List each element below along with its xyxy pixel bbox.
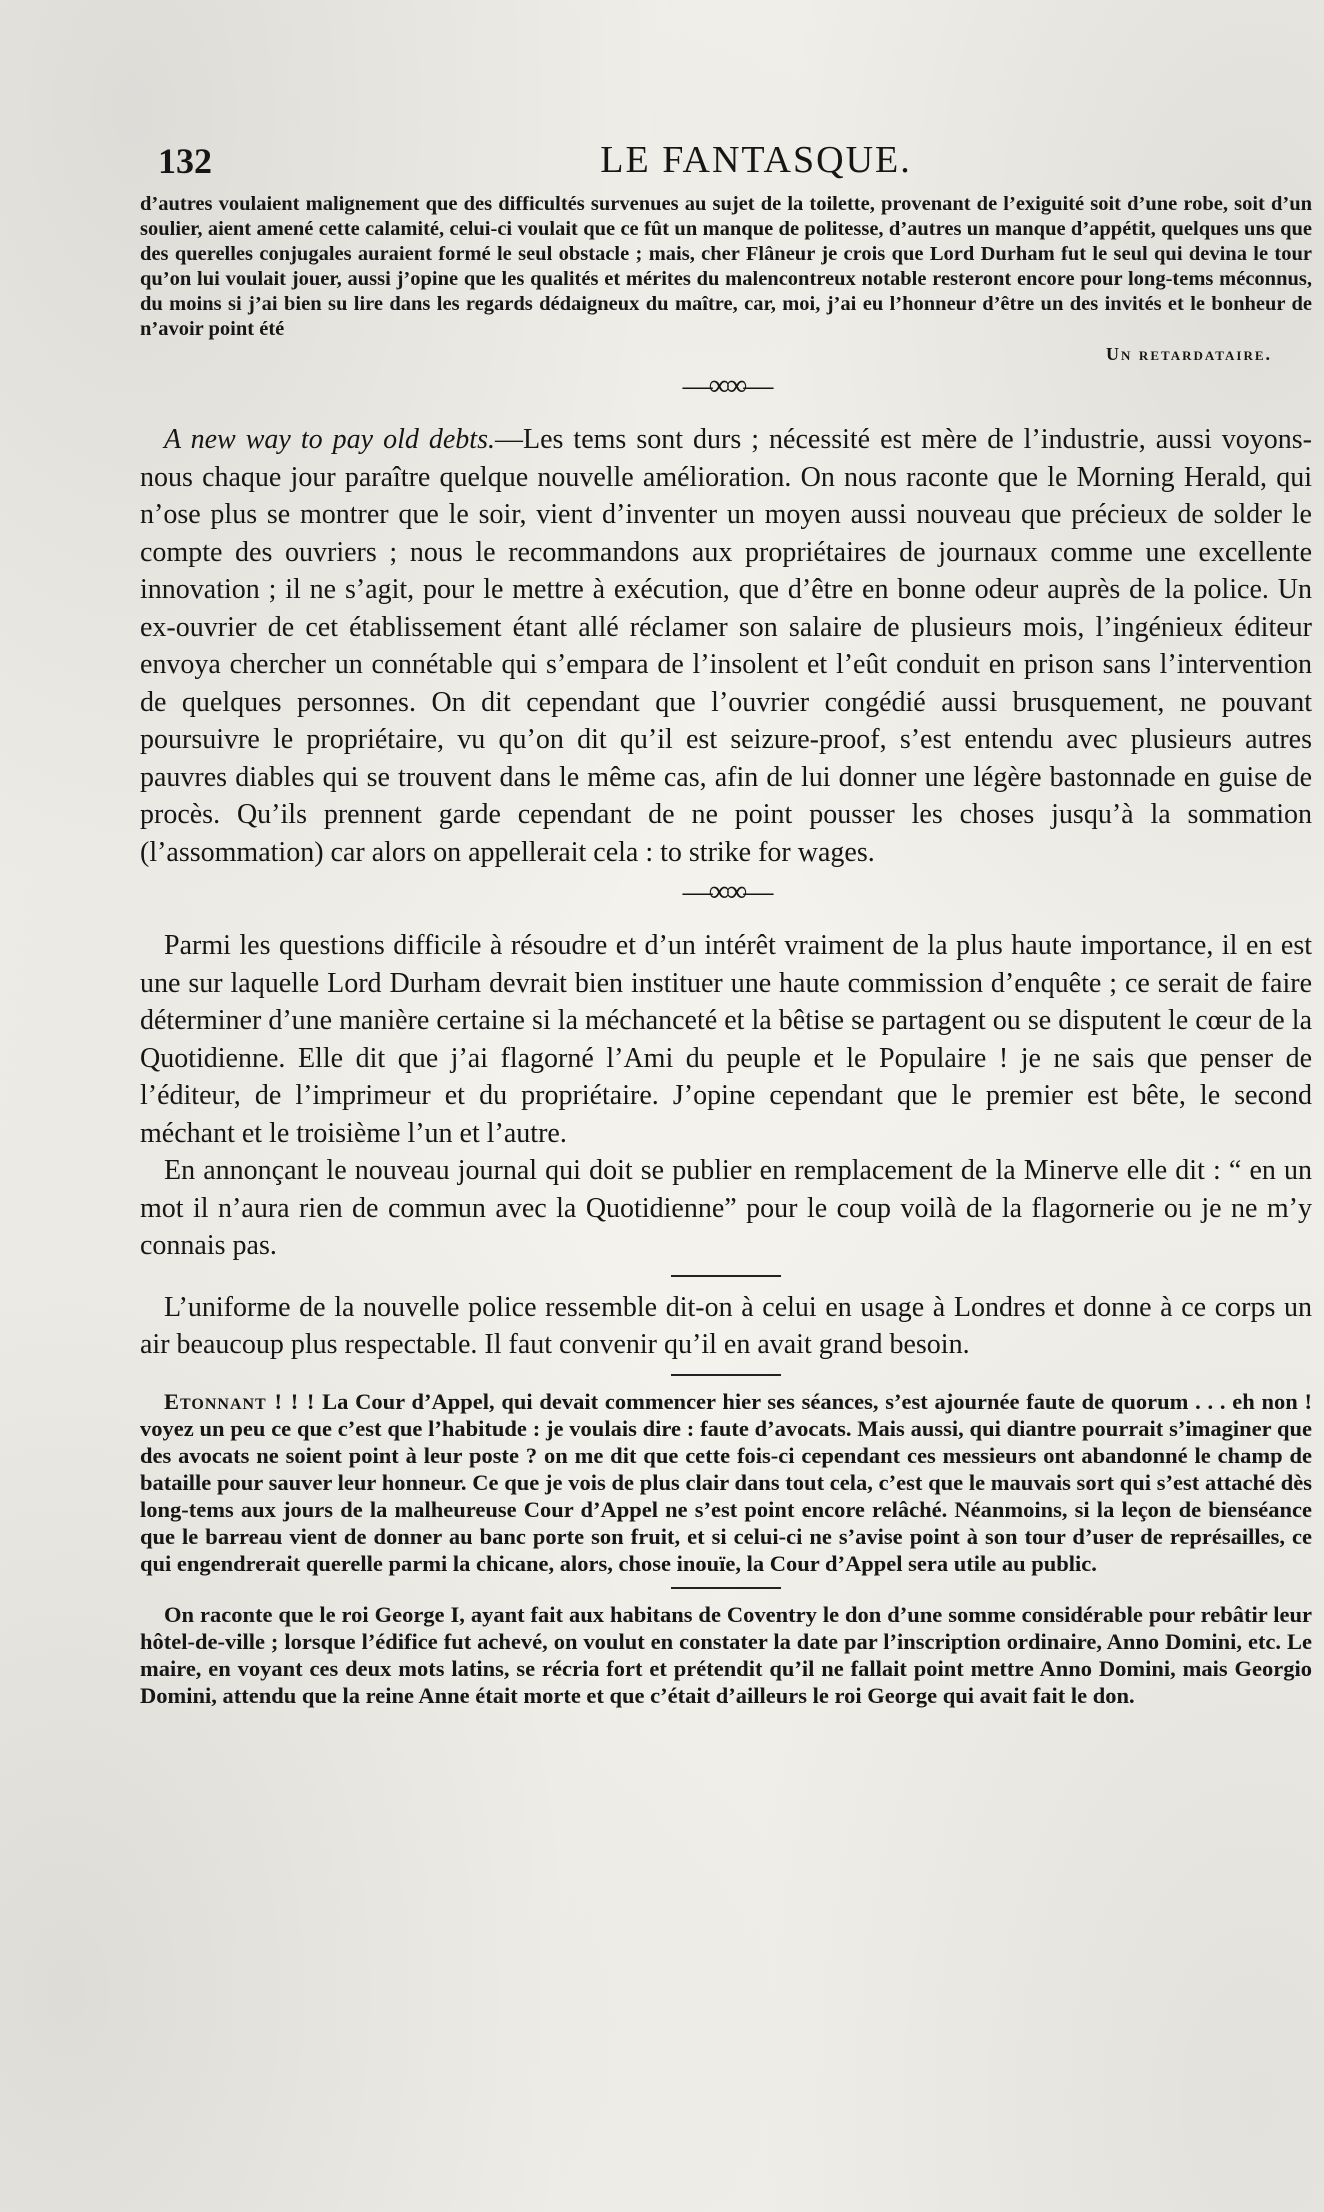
article-retardataire-signature: Un retardataire. xyxy=(1106,344,1272,364)
page-header xyxy=(140,130,1312,192)
divider-rule xyxy=(671,1374,781,1376)
page-number: 132 xyxy=(158,141,212,181)
divider-rule xyxy=(671,1587,781,1589)
article-cour-appel-lead: Etonnant ! ! ! xyxy=(164,1388,316,1414)
article-cour-appel xyxy=(140,1388,1312,1577)
article-old-debts-lead: A new way to pay old debts. xyxy=(164,424,495,455)
article-george-coventry: On raconte que le roi George I, ayant fait aux habitans de Coventry le don d’une somme considérable pour rebâtir leur hôtel-de-ville ; lorsque l’édifice fut achevé, on voulut en constater la date par l’inscription ordinaire, Anno Domini, etc. Le maire, en voyant ces deux mots latins, se récria fort et prétendit qu’il ne fallait point mettre Anno Domini, mais Georgio Domini, attendu que la reine Anne était morte et que c’était d’ailleurs le roi George qui avait fait le don. xyxy=(140,1601,1312,1708)
running-title: LE FANTASQUE. xyxy=(600,139,912,181)
article-old-debts-text: —Les tems sont durs ; nécessité est mère de l’industrie, aussi voyons-nous chaque jour paraître quelque nouvelle amélioration. On nous raconte que le Morning Herald, qui n’ose plus se montrer que le soir, vient d’inventer un moyen aussi nouveau que précieux de solder le compte des ouvriers ; nous le recommandons aux propriétaires de journaux comme une excellente innovation ; il ne s’agit, pour le mettre à exécution, que d’être en bonne odeur auprès de la police. Un ex-ouvrier de cet établissement étant allé réclamer son salaire de plusieurs mois, l’ingénieux éditeur envoya chercher un connétable qui s’empara de l’insolent et l’eût conduit en prison sans l’intervention de quelques personnes. On dit cependant que l’ouvrier congédié aussi brusquement, ne pouvant poursuivre le propriétaire, vu qu’on dit qu’il est seizure-proof, s’est entendu avec plusieurs autres pauvres diables qui se trouvent dans le même cas, afin de lui donner une légère bastonnade en guise de procès. Qu’ils prennent garde cependant de ne point pousser les choses jusqu’à la sommation (l’assommation) car alors on appellerait cela : to strike for wages. xyxy=(140,424,1312,868)
ornament-divider: —∞∞— xyxy=(682,369,770,402)
article-old-debts xyxy=(140,421,1312,871)
ornament-divider: —∞∞— xyxy=(682,875,770,908)
article-police-uniform: L’uniforme de la nouvelle police ressemble dit-on à celui en usage à Londres et donne à ce corps un air beaucoup plus respectable. Il faut convenir qu’il en avait grand besoin. xyxy=(140,1291,1312,1360)
article-quotidienne-para1: Parmi les questions difficile à résoudre et d’un intérêt vraiment de la plus haute importance, il en est une sur laquelle Lord Durham devrait bien instituer une haute commission d’enquête ; ce serait de faire déterminer d’une manière certaine si la méchanceté et la bêtise se partagent ou se disputent le cœur de la Quotidienne. Elle dit que j’ai flagorné l’Ami du peuple et le Populaire ! je ne sais que penser de l’éditeur, de l’imprimeur et du propriétaire. J’opine cependant que le premier est bête, le second méchant et le troisième l’un et l’autre. xyxy=(140,930,1312,1149)
article-cour-appel-text: La Cour d’Appel, qui devait commencer hier ses séances, s’est ajournée faute de quorum . . . eh non ! voyez un peu ce que c’est que l’habitude : je voulais dire : faute d’avocats. Mais aussi, qui diantre pourrait s’imaginer que des avocats ne soient point à leur poste ? on me dit que cette fois-ci cependant ces messieurs ont abandonné le champ de bataille pour sauver leur honneur. Ce que je vois de plus clair dans tout cela, c’est que le mauvais sort qui s’est attaché dès long-tems aux jours de la malheureuse Cour d’Appel ne s’est point encore relâché. Néanmoins, si la leçon de bienséance que le barreau vient de donner au banc porte son fruit, et si celui-ci ne s’avise point à son tour d’user de représailles, ce qui engendrerait querelle parmi la chicane, alors, chose inouïe, la Cour d’Appel sera utile au public. xyxy=(140,1388,1312,1576)
article-retardataire-text: d’autres voulaient malignement que des difficultés survenues au sujet de la toilette, provenant de l’exiguité soit d’une robe, soit d’un soulier, aient amené cette calamité, celui-ci voulait que ce fût un manque de politesse, d’autres un manque d’appétit, quelques uns que des querelles conjugales auraient formé le seul obstacle ; mais, cher Flâneur je crois que Lord Durham fut le seul qui devina le tour qu’on lui voulait jouer, aussi j’opine que les qualités et mérites du malencontreux notable resteront encore pour long-tems méconnus, du moins si j’ai bien su lire dans les regards dédaigneux du maître, car, moi, j’ai eu l’honneur d’être un des invités et le bonheur de n’avoir point été xyxy=(140,193,1312,340)
divider-rule xyxy=(671,1275,781,1277)
article-quotidienne-para2: En annonçant le nouveau journal qui doit se publier en remplacement de la Minerve elle dit : “ en un mot il n’aura rien de commun avec la Quotidienne” pour le coup voilà de la flagornerie ou je ne m’y connais pas. xyxy=(140,1155,1312,1261)
